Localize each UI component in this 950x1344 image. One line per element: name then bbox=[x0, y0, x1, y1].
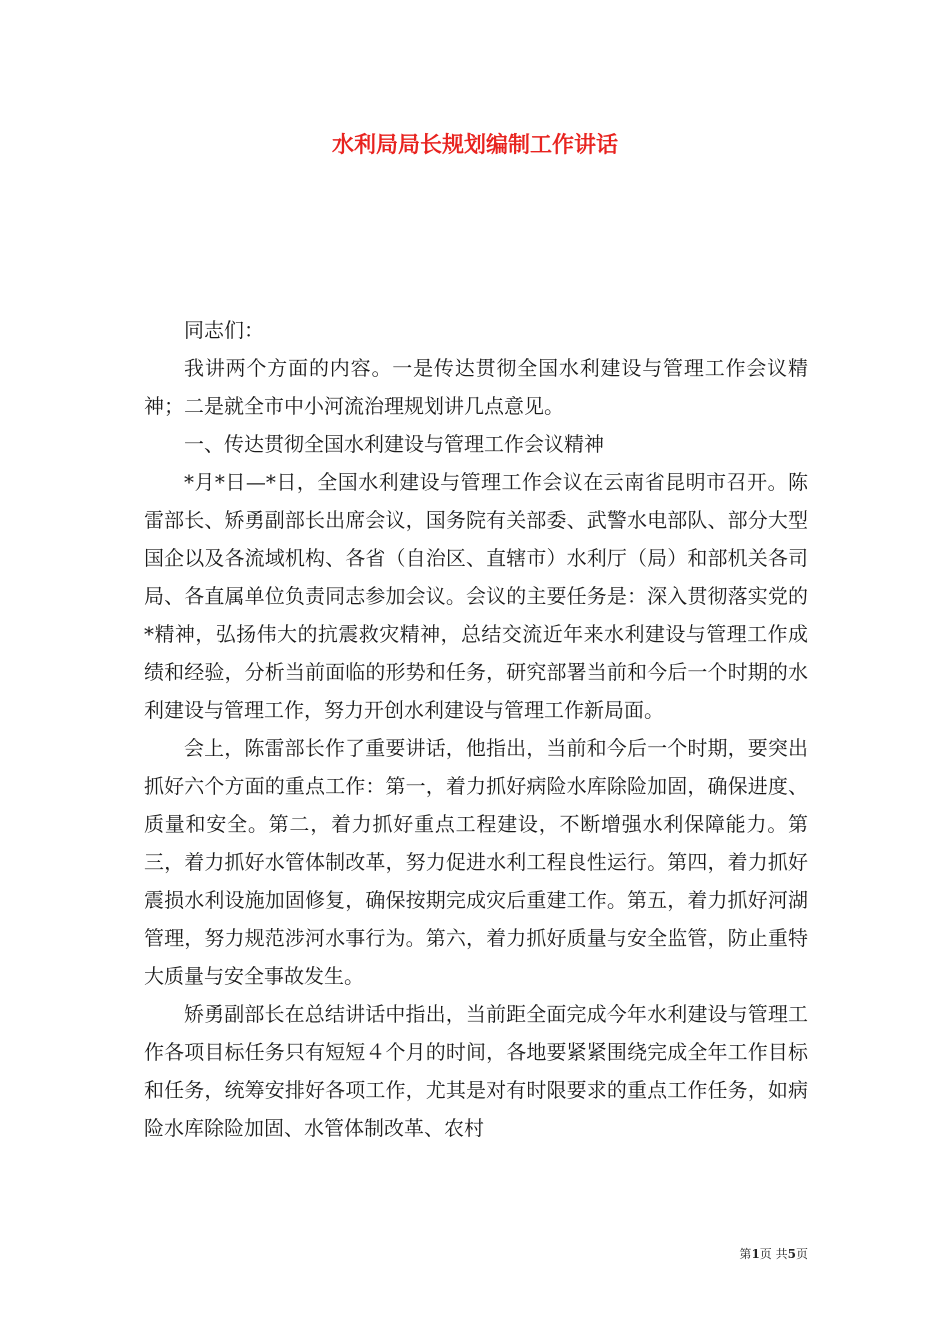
page-number-footer bbox=[690, 1246, 808, 1262]
salutation-paragraph: 同志们： bbox=[184, 318, 264, 342]
footer-middle: 页 共 bbox=[759, 1247, 788, 1261]
vice-minister-speech-paragraph: 矫勇副部长在总结讲话中指出，当前距全面完成今年水利建设与管理工作各项目标任务只有短短４个月的时间，各地要紧紧围绕完成全年工作目标和任务，统筹安排好各项工作，尤其是对有时限要求的重点工作任务，如病险水库除险加固、水管体制改革、农村 bbox=[144, 1002, 808, 1140]
document-title: 水利局局长规划编制工作讲话 bbox=[331, 132, 618, 158]
meeting-summary-paragraph: *月*日—*日，全国水利建设与管理工作会议在云南省昆明市召开。陈雷部长、矫勇副部长出席会议，国务院有关部委、武警水电部队、部分大型国企以及各流域机构、各省（自治区、直辖市）水利厅（局）和部机关各司局、各直属单位负责同志参加会议。会议的主要任务是：深入贯彻落实党的*精神，弘扬伟大的抗震救灾精神，总结交流近年来水利建设与管理工作成绩和经验，分析当前面临的形势和任务，研究部署当前和今后一个时期的水利建设与管理工作，努力开创水利建设与管理工作新局面。 bbox=[144, 470, 808, 722]
footer-current-page: 1 bbox=[751, 1247, 760, 1261]
footer-prefix: 第 bbox=[739, 1247, 752, 1261]
minister-speech-paragraph: 会上，陈雷部长作了重要讲话，他指出，当前和今后一个时期，要突出抓好六个方面的重点工作：第一，着力抓好病险水库除险加固，确保进度、质量和安全。第二，着力抓好重点工程建设，不断增强水利保障能力。第三，着力抓好水管体制改革，努力促进水利工程良性运行。第四，着力抓好震损水利设施加固修复，确保按期完成灾后重建工作。第五，着力抓好河湖管理，努力规范涉河水事行为。第六，着力抓好质量与安全监管，防止重特大质量与安全事故发生。 bbox=[144, 736, 808, 988]
section-heading-1: 一、传达贯彻全国水利建设与管理工作会议精神 bbox=[184, 432, 604, 456]
document-body bbox=[144, 311, 808, 1147]
footer-suffix: 页 bbox=[795, 1247, 808, 1261]
intro-paragraph: 我讲两个方面的内容。一是传达贯彻全国水利建设与管理工作会议精神；二是就全市中小河流治理规划讲几点意见。 bbox=[144, 356, 808, 418]
footer-total-pages: 5 bbox=[787, 1247, 796, 1261]
